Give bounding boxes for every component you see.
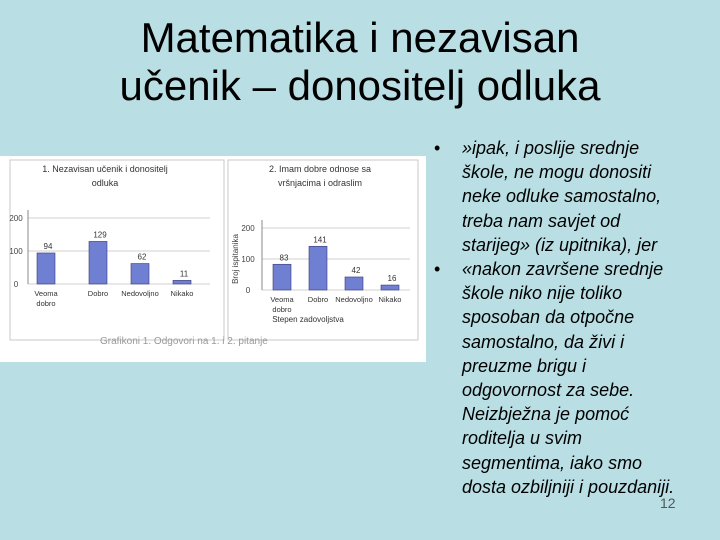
- y-tick-label: 100: [9, 247, 23, 256]
- bullet-item-1: [434, 136, 720, 257]
- x-tick-label: Dobro: [307, 295, 329, 304]
- x-tick-label: Nedovoljno: [121, 289, 159, 298]
- charts-svg: [0, 156, 426, 362]
- chart-title: 2. Imam dobre odnose sa: [268, 164, 372, 174]
- y-tick-label: 0: [13, 280, 19, 289]
- bar: [89, 241, 107, 284]
- data-label: 62: [137, 252, 147, 262]
- title-line-2: učenik – donositelj odluka: [119, 62, 601, 109]
- bar: [37, 253, 55, 284]
- bar: [273, 264, 291, 290]
- x-tick-label: Nedovoljno: [335, 295, 373, 304]
- bullet-item-2: [434, 257, 720, 499]
- data-label: 42: [351, 265, 361, 275]
- bar: [173, 280, 191, 284]
- bar: [131, 264, 149, 284]
- y-tick-label: 0: [245, 286, 251, 295]
- x-tick-label: Nikako: [170, 289, 194, 298]
- bar: [309, 246, 327, 290]
- figure-caption: Grafikoni 1. Odgovori na 1. i 2. pitanje: [100, 336, 268, 347]
- x-tick-label: Nikako: [378, 295, 402, 304]
- data-label: 141: [313, 235, 327, 245]
- chart-title: 1. Nezavisan učenik i donositelj: [42, 164, 168, 174]
- bullet-list: [434, 136, 720, 499]
- bullet-text-2: «nakon završene srednje škole niko nije toliko sposoban da otpočne samostalno, da živi i preuzme brigu i odgovornost za sebe. Neizbježna je pomoć roditelja u svim segmentima, iako smo dosta ozbiljniji i pouzdaniji.: [462, 259, 675, 497]
- data-label: 94: [43, 241, 53, 251]
- page-number: 12: [660, 495, 676, 511]
- y-tick-label: 200: [9, 214, 23, 223]
- x-tick-label: Veoma: [270, 295, 294, 304]
- x-tick-label: Dobro: [87, 289, 109, 298]
- bullet-text-1: »ipak, i poslije srednje škole, ne mogu donositi neke odluke samostalno, treba nam savjet od starijeg» (iz upitnika), jer: [462, 138, 662, 255]
- x-tick-label: Veoma: [34, 289, 58, 298]
- y-tick-label: 100: [241, 255, 255, 264]
- x-axis-label: Stepen zadovoljstva: [272, 315, 344, 324]
- y-axis-label: Broj ispitanika: [231, 234, 240, 284]
- bar: [381, 285, 399, 290]
- bullet-dot: •: [434, 138, 441, 158]
- data-label: 129: [93, 230, 107, 240]
- title-line-1: Matematika i nezavisan: [140, 14, 580, 61]
- data-label: 11: [179, 269, 189, 279]
- data-label: 16: [387, 274, 397, 284]
- chart-title: vršnjacima i odraslim: [277, 178, 363, 188]
- x-tick-label: dobro: [272, 305, 292, 314]
- bar: [345, 277, 363, 290]
- y-tick-label: 200: [241, 224, 255, 233]
- bullet-dot: •: [434, 259, 441, 280]
- x-tick-label: dobro: [36, 299, 56, 308]
- slide-title: [0, 14, 720, 110]
- chart-title: odluka: [91, 178, 119, 188]
- chart-figure: [0, 156, 426, 362]
- data-label: 83: [279, 253, 289, 263]
